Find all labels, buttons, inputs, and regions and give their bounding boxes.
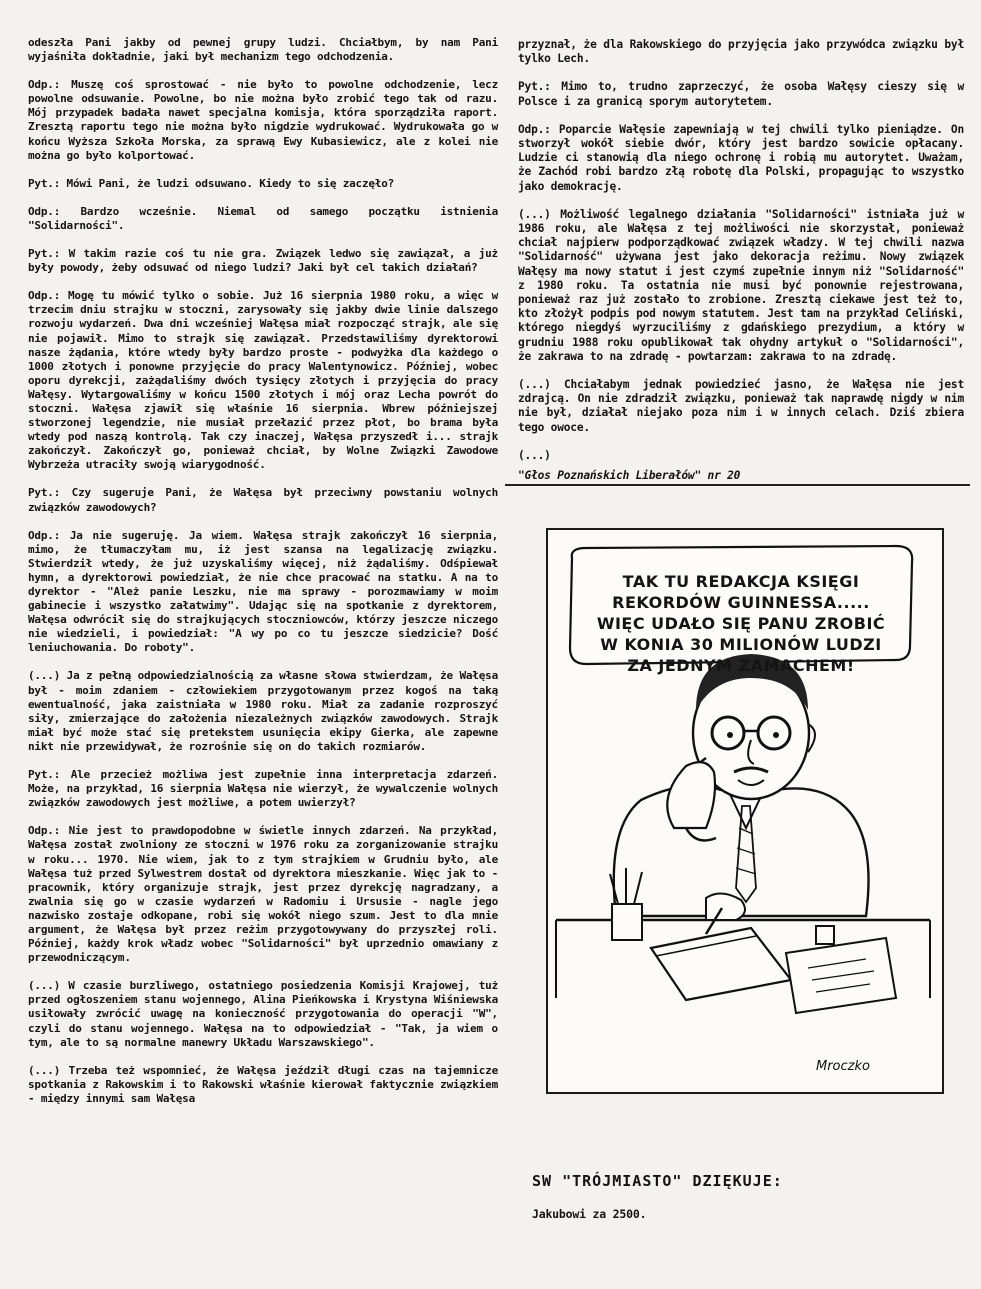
paragraph: przyznał, że dla Rakowskiego do przyjęcia jako przywódca związku był tylko Lech. [518, 38, 964, 66]
section-divider [505, 484, 970, 486]
thanks-line: Jakubowi za 2500. [532, 1207, 647, 1221]
paragraph: Odp.: Muszę coś sprostować - nie było to powolne odchodzenie, lecz powolne odsuwanie. Powolne, bo nie można było zrobić tego tak od razu. Mój przypadek badała nawet specjalna komisja, która sporządziła raport. Zresztą raportu tego nie można było nigdzie wydrukować. Wydrukowała go w końcu Wyższa Szkoła Morska, za sprawą Ewy Kubasiewicz, ale z kolei nie można go było kolportować. [28, 78, 498, 162]
paragraph: Pyt.: Mimo to, trudno zaprzeczyć, że osoba Wałęsy cieszy się w Polsce i za granicą sporym autorytetem. [518, 80, 964, 108]
paragraph: (...) Chciałabym jednak powiedzieć jasno, że Wałęsa nie jest zdrajcą. On nie zdradził związku, ponieważ tak naprawdę nigdy w nim nie był, działał niejako poza nim i w innych celach. Dziś zbiera tego owoce. [518, 378, 964, 434]
paragraph: (...) Możliwość legalnego działania "Solidarności" istniała już w 1986 roku, ale Wałęsa z tej możliwości nie skorzystał, ponieważ chciał najpierw podporządkować związek władzy. W tej chwili nazwa "Solidarność" używana jest jako dekoracja reżimu. Nowy związek Wałęsy ma nowy statut i jest czymś zupełnie innym niż "Solidarność" z 1980 roku. Ta ostatnia nie musi być ponownie rejestrowana, ponieważ raz już zostało to zrobione. Zresztą ciekawe jest też to, kto złożył podpis pod nowym statutem. Jest tam na przykład Celiński, którego niegdyś wyrzuciliśmy z gdańskiego prezydium, a który w grudniu 1988 roku opublikował tak ohydny artykuł o "Solidarności", że zakrawa to na zdradę - powtarzam: zakrawa to na zdradę. [518, 207, 964, 363]
paragraph: (...) [518, 448, 551, 462]
paragraph: Odp.: Bardzo wcześnie. Niemal od samego początku istnienia "Solidarności". [28, 204, 498, 232]
paragraph: Pyt.: Mówi Pani, że ludzi odsuwano. Kiedy to się zaczęło? [28, 176, 395, 190]
paragraph: Odp.: Poparcie Wałęsie zapewniają w tej chwili tylko pieniądze. On stworzył wokół siebie dwór, który jest bardzo sowicie opłacany. Ludzie ci stanowią dla niego ochronę i robią mu autorytet. Uważam, że Zachód robi bardzo złą robotę dla Polski, propagując to wszystko jako demokrację. [518, 122, 964, 193]
pencil-cup [612, 904, 642, 940]
paragraph: (...) Trzeba też wspomnieć, że Wałęsa jeździł długi czas na tajemnicze spotkania z Rakowskim i to Rakowski właśnie kierował faktycznie związkiem - między innymi sam Wałęsa [28, 1063, 498, 1105]
hand-holding-phone [667, 762, 715, 828]
paragraph: (...) W czasie burzliwego, ostatniego posiedzenia Komisji Krajowej, tuż przed ogłoszeniem stanu wojennego, Alina Pieńkowska i Krystyna Wiśniewska usiłowały zwrócić uwagę na konieczność przygotowania do operacji "W", czyli do stanu wojennego. Wałęsa na to odpowiedział - "Tak, ja wiem o tym, ale to są normalne manewry Układu Warszawskiego". [28, 979, 498, 1049]
notebook [651, 928, 791, 1000]
source-citation: "Głos Poznańskich Liberałów" nr 20 [518, 469, 741, 483]
paragraph: Pyt.: Czy sugeruje Pani, że Wałęsa był przeciwny powstaniu wolnych związków zawodowych? [28, 486, 498, 514]
ink-bottle [816, 926, 834, 944]
paragraph: Pyt.: Ale przecież możliwa jest zupełnie inna interpretacja zdarzeń. Może, na przykład, 16 sierpnia Wałęsa nie wierzył, że wywalczenie wolnych związków zawodowych jest możliwe, a potem uwierzył? [28, 768, 498, 810]
thanks-heading: SW "TRÓJMIASTO" DZIĘKUJE: [532, 1172, 783, 1190]
artist-signature: Mroczko [816, 1059, 870, 1074]
left-article-column [28, 36, 498, 1120]
paragraph: Pyt.: W takim razie coś tu nie gra. Związek ledwo się zawiązał, a już były powody, żeby odsuwać od niego ludzi? Jaki był cel takich działań? [28, 247, 498, 275]
right-article-column [518, 38, 964, 497]
paragraph: Odp.: Ja nie sugeruję. Ja wiem. Wałęsa strajk zakończył 16 sierpnia, mimo, że tłumaczyłam mu, iż jest szansa na legalizację związku. Stwierdził wtedy, że już uzyskaliśmy więcej, niż żądaliśmy. Odśpiewał hymn, a dyrektorowi powiedział, że nie chce pracować na statku. A na to dyrektor - "Ależ panie Leszku, nie ma sprawy - porozmawiamy w moim gabinecie i wszystko załatwimy". Udając się na spotkanie z dyrektorem, Wałęsa odwrócił się do strajkujących stoczniowców, którzy jeszcze niczego nie wiedzieli, i powiedział: "A wy po co tu jeszcze siedzicie? Dość leniuchowania. Do roboty". [28, 528, 498, 655]
paragraph: Odp.: Nie jest to prawdopodobne w świetle innych zdarzeń. Na przykład, Wałęsa został zwolniony ze stoczni w 1976 roku za zorganizowanie strajku w roku... 1970. Nie wiem, jak to z tym strajkiem w Grudniu było, ale Wałęsa tuż przed Sylwestrem dostał od dyrektora mieszkanie. Więc jak to - pracownik, który organizuje strajk, jest przez dyrekcję nagradzany, a zwalnia się go w czasie wydarzeń w Radomiu i Ursusie - nagle jego nazwisko zostaje odkopane, robi się wokół niego szum. Jest to dla mnie argument, że Wałęsa był przez reżim przygotowywany do przyszłej roli. Później, każdy krok władz wobec "Solidarności" był uprzednio omawiany z przewodniczącym. [28, 824, 498, 965]
speech-bubble [568, 557, 913, 675]
speech-bubble-text: TAK TU REDAKCJA KSIĘGI REKORDÓW GUINNESSA..... WIĘC UDAŁO SIĘ PANU ZROBIĆ W KONIA 30 MILIONÓW LUDZI ZA JEDNYM ZAMACHEM! [596, 572, 886, 675]
paragraph: odeszła Pani jakby od pewnej grupy ludzi. Chciałbym, by nam Pani wyjaśniła dokładnie, jaki był mechanizm tego odchodzenia. [28, 36, 498, 64]
paragraph: Odp.: Mogę tu mówić tylko o sobie. Już 16 sierpnia 1980 roku, a więc w trzecim dniu strajku w stoczni, zarysowały się jakby dwie linie dalszego rozwoju wydarzeń. Dwa dni wcześniej Wałęsa miał rozpocząć strajk, ale się nie pojawił. Mimo to strajk się zawiązał. Przedstawiliśmy dyrektorowi nasze żądania, które wtedy były bardzo proste - podwyżka dla każdego o 1000 złotych i ponowne przyjęcie do pracy Walentynowicz. Później, wobec oporu dyrekcji, zażądaliśmy dwóch tysięcy złotych i przyjęcia do pracy Wałęsy. Wytargowaliśmy w końcu 1500 złotych i mój oraz Lecha powrót do stoczni. Wałęsa zjawił się właśnie 16 sierpnia. Wbrew późniejszej stworzonej legendzie, nie musiał przełazić przez płot, bo brama była wtedy pod naszą kontrolą. Tak czy inaczej, Wałęsa przyszedł i... strajk zakończył. Zakończył go, ponieważ chciał, by Wolne Związki Zawodowe Wybrzeża utraciły swoją wiarygodność. [28, 289, 498, 472]
paragraph: (...) Ja z pełną odpowiedzialnością za własne słowa stwierdzam, że Wałęsa był - moim zdaniem - człowiekiem przygotowanym przez kogoś na taką ewentualność, jaka zaistniała w 1980 roku. Miał za zadanie rozproszyć siły, zmierzające do założenia niezależnych związków zawodowych. Strajk miał być może stać się pretekstem usunięcia ekipy Gierka, ale zapewne nikt nie przewidywał, że rozrośnie się on do takich rozmiarów. [28, 669, 498, 753]
